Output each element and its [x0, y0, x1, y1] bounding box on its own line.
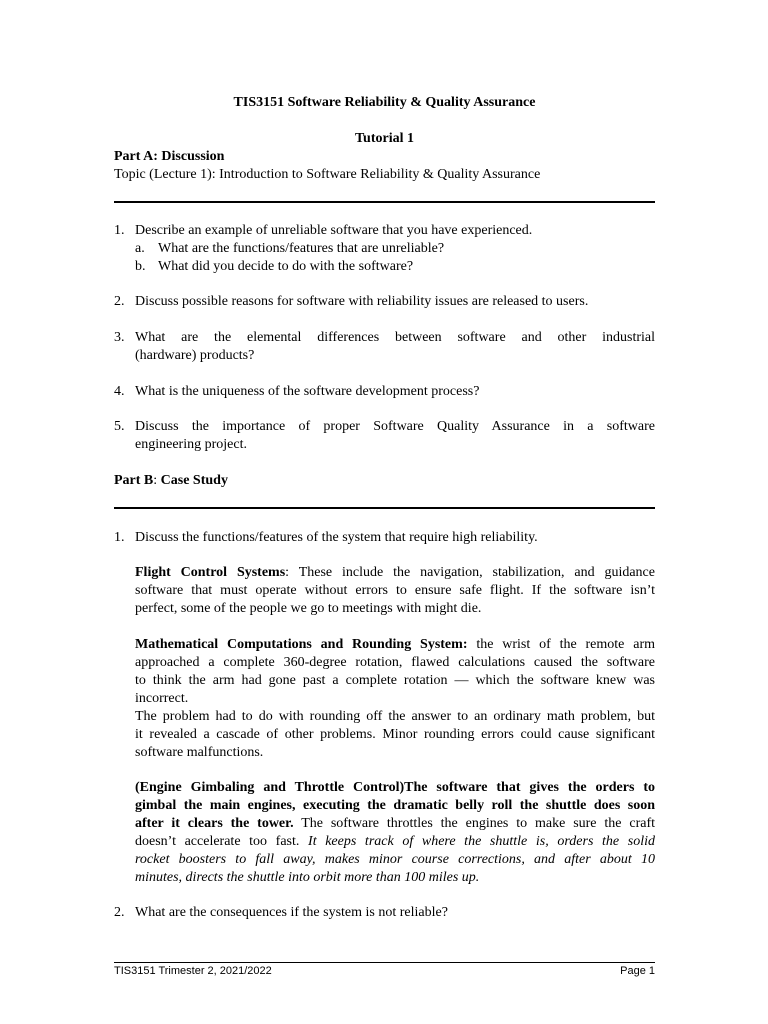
- math-computation-text: the wrist of the remote arm: [467, 637, 655, 652]
- sub-question-letter: b.: [135, 259, 146, 274]
- part-a-divider: [114, 201, 655, 203]
- question-text: Discuss possible reasons for software with reliability issues are released to users.: [135, 294, 589, 309]
- engine-text: doesn’t accelerate too fast.: [135, 834, 309, 849]
- part-a-heading: Part A: Discussion: [114, 149, 225, 164]
- flight-control-paragraph: [135, 564, 655, 618]
- footer-course-term: TIS3151 Trimester 2, 2021/2022: [114, 965, 272, 977]
- question-text: Describe an example of unreliable software that you have experienced.: [135, 223, 533, 238]
- question-text: [135, 329, 655, 365]
- footer-page-number: Page 1: [620, 965, 655, 977]
- question-number: 5.: [114, 419, 125, 434]
- engine-text: The software throttles the engines to make sure the craft: [293, 816, 655, 831]
- sub-question-text: What are the functions/features that are unreliable?: [158, 241, 445, 256]
- question-text: Discuss the functions/features of the system that require high reliability.: [135, 530, 538, 545]
- question-line: Discuss the importance of proper Software Quality Assurance in a software: [135, 419, 655, 434]
- question-line: What are the elemental differences between software and other industrial: [135, 330, 655, 345]
- question-number: 2.: [114, 905, 125, 920]
- paragraph-line: to think the arm had gone past a complete rotation — which the software knew was: [135, 673, 655, 688]
- math-computation-label: Mathematical Computations and Rounding System:: [135, 637, 468, 652]
- paragraph-line: gimbal the main engines, executing the dramatic belly roll the shuttle does soon: [135, 798, 655, 813]
- engine-bold-text: after it clears the tower.: [135, 816, 294, 831]
- question-text: [135, 418, 655, 454]
- tutorial-title: Tutorial 1: [355, 131, 414, 146]
- question-line: (hardware) products?: [135, 348, 255, 363]
- paragraph-line: software that must operate without errors to ensure safe flight. If the software isn’t: [135, 583, 655, 598]
- sub-question-letter: a.: [135, 241, 145, 256]
- paragraph-line: [135, 869, 655, 887]
- paragraph-line: it revealed a cascade of other problems. Minor rounding errors could cause significant: [135, 727, 655, 742]
- paragraph-line: [135, 636, 655, 654]
- paragraph-line: perfect, some of the people we go to meetings with might die.: [135, 601, 482, 616]
- paragraph-line: (Engine Gimbaling and Throttle Control)The software that gives the orders to: [135, 780, 655, 795]
- flight-control-text: : These include the navigation, stabilization, and guidance: [285, 565, 655, 580]
- paragraph-line: software malfunctions.: [135, 745, 264, 760]
- question-number: 2.: [114, 294, 125, 309]
- part-b-label: Part B: [114, 473, 154, 488]
- course-title: TIS3151 Software Reliability & Quality Assurance: [233, 95, 536, 110]
- page-footer: [114, 962, 655, 977]
- paragraph-line: [135, 564, 655, 582]
- engine-italic-text: rocket boosters to fall away, makes minor course corrections, and after about 10: [135, 852, 655, 867]
- engine-italic-text: It keeps track of where the shuttle is, orders the solid: [308, 834, 655, 849]
- sub-question: [135, 258, 655, 276]
- paragraph-line: [135, 851, 655, 869]
- math-computation-paragraph: [135, 636, 655, 762]
- flight-control-label: Flight Control Systems: [135, 565, 286, 580]
- question-text: What is the uniqueness of the software development process?: [135, 384, 480, 399]
- question-number: 1.: [114, 530, 125, 545]
- paragraph-line: [135, 815, 655, 833]
- question-number: 1.: [114, 223, 125, 238]
- sub-question-text: What did you decide to do with the software?: [158, 259, 414, 274]
- question-text: What are the consequences if the system is not reliable?: [135, 905, 448, 920]
- document-page: [114, 0, 655, 1024]
- engine-gimbaling-paragraph: [135, 779, 655, 887]
- question-number: 4.: [114, 384, 125, 399]
- paragraph-line: incorrect.: [135, 691, 189, 706]
- engine-italic-text: minutes, directs the shuttle into orbit more than 100 miles up.: [135, 870, 480, 885]
- question-line: engineering project.: [135, 437, 247, 452]
- paragraph-line: approached a complete 360-degree rotation, flawed calculations caused the software: [135, 655, 655, 670]
- question-number: 3.: [114, 330, 125, 345]
- paragraph-line: The problem had to do with rounding off the answer to an ordinary math problem, but: [135, 709, 655, 724]
- part-b-heading: [114, 472, 655, 490]
- part-a-topic: Topic (Lecture 1): Introduction to Software Reliability & Quality Assurance: [114, 167, 541, 182]
- paragraph-line: [135, 833, 655, 851]
- part-b-divider: [114, 507, 655, 509]
- sub-question: [135, 240, 655, 258]
- part-b-title: Case Study: [160, 473, 228, 488]
- part-b-separator: :: [153, 473, 161, 488]
